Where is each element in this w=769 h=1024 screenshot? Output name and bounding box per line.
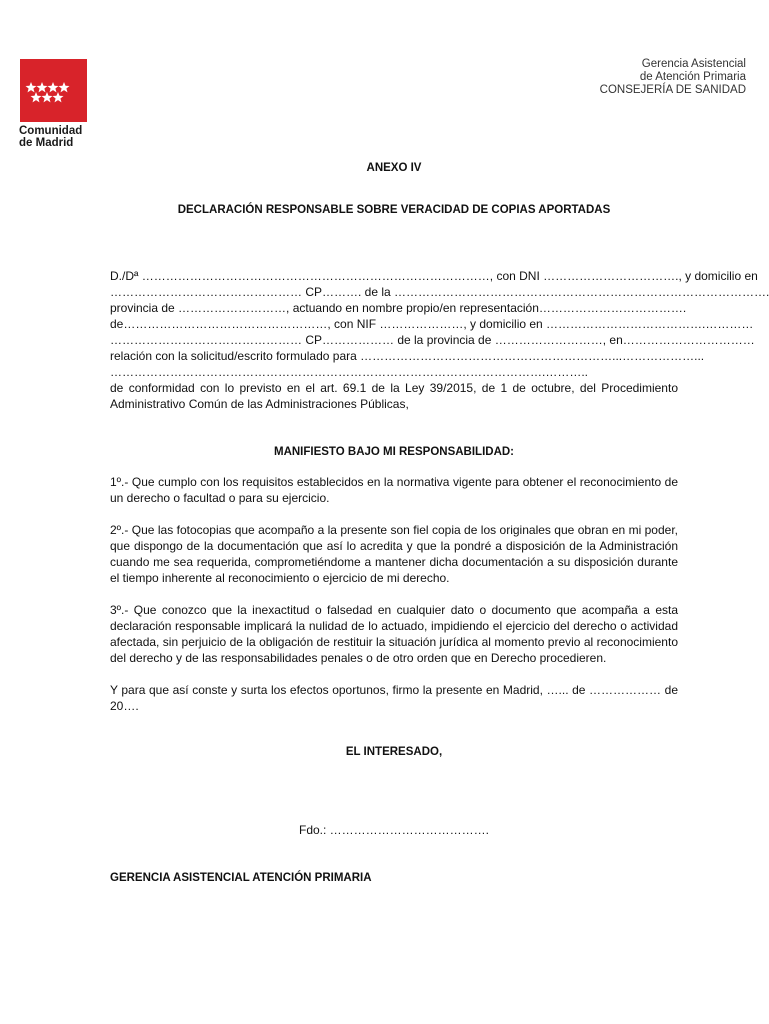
closing-statement: Y para que así conste y surta los efectos oportunos, firmo la presente en Madrid, …... de ……………… de 20…. xyxy=(110,683,678,713)
form-line: provincia de ………………………, actuando en nombre propio/en representación………………………………. xyxy=(110,301,687,315)
form-line: relación con la solicitud/escrito formulado para ………………………………………………………...………………... xyxy=(110,349,705,363)
signer-label: EL INTERESADO, xyxy=(345,746,443,758)
org-line-2: de Atención Primaria xyxy=(639,71,746,83)
logo-line-1: Comunidad xyxy=(19,125,83,137)
declaration-point-3: 3º.- Que conozco que la inexactitud o falsedad en cualquier dato o documento que acompaña a esta declaración responsable implicará la nulidad de lo actuado, impidiendo el ejercicio del derecho o actividad afectada, sin perjuicio de la obligación de restituir la situación jurídica al momento previo al reconocimiento del derecho y de las responsabilidades penales o de otro orden que en Derecho procedieren. xyxy=(110,603,678,665)
signature-line: Fdo.: …………………………………. xyxy=(298,823,489,837)
annex-heading: ANEXO IV xyxy=(366,162,422,174)
document-body xyxy=(110,160,769,886)
logo-wordmark xyxy=(19,125,82,149)
form-line: ……………………………………………………………………………………………….……….. xyxy=(110,365,589,379)
declarant-form-block xyxy=(110,268,769,412)
org-line-1: Gerencia Asistencial xyxy=(641,58,746,70)
law-reference-paragraph: de conformidad con lo previsto en el art. 69.1 de la Ley 39/2015, de 1 de octubre, del Procedimiento Administrativo Común de las Administraciones Públicas, xyxy=(110,381,678,411)
declaration-point-1: 1º.- Que cumplo con los requisitos establecidos en la normativa vigente para obtener el reconocimiento de un derecho o facultad o para su ejercicio. xyxy=(110,475,678,505)
form-line: D./Dª ……………………………………………………………………………, con DNI ……………………………., y domicilio en xyxy=(110,269,758,283)
form-line: ………………………………………… CP………. de la …………………………………………………………………………………. xyxy=(110,285,769,299)
manifest-heading: MANIFIESTO BAJO MI RESPONSABILIDAD: xyxy=(273,446,515,458)
form-line: ………………………………………… CP……………… de la provincia de ………………………, en…………………………… xyxy=(110,333,755,347)
footer-organization: GERENCIA ASISTENCIAL ATENCIÓN PRIMARIA xyxy=(110,872,372,884)
declaration-point-2: 2º.- Que las fotocopias que acompaño a la presente son fiel copia de los originales que obran en mi poder, que dispongo de la documentación que así lo acredita y que la pondré a disposición de la Administración cuando me sea requerida, comprometiéndome a mantener dicha documentación a su disposición durante el tiempo inherente al reconocimiento o ejercicio de mi derecho. xyxy=(110,523,678,585)
org-line-3: CONSEJERÍA DE SANIDAD xyxy=(599,84,746,96)
form-line: de……………………………………………, con NIF …………………, y domicilio en ………………………………….………… xyxy=(110,317,754,331)
comunidad-de-madrid-flag-icon xyxy=(20,59,87,122)
logo-line-2: de Madrid xyxy=(19,137,74,149)
document-title: DECLARACIÓN RESPONSABLE SOBRE VERACIDAD DE COPIAS APORTADAS xyxy=(177,204,611,216)
organization-header xyxy=(600,58,746,97)
